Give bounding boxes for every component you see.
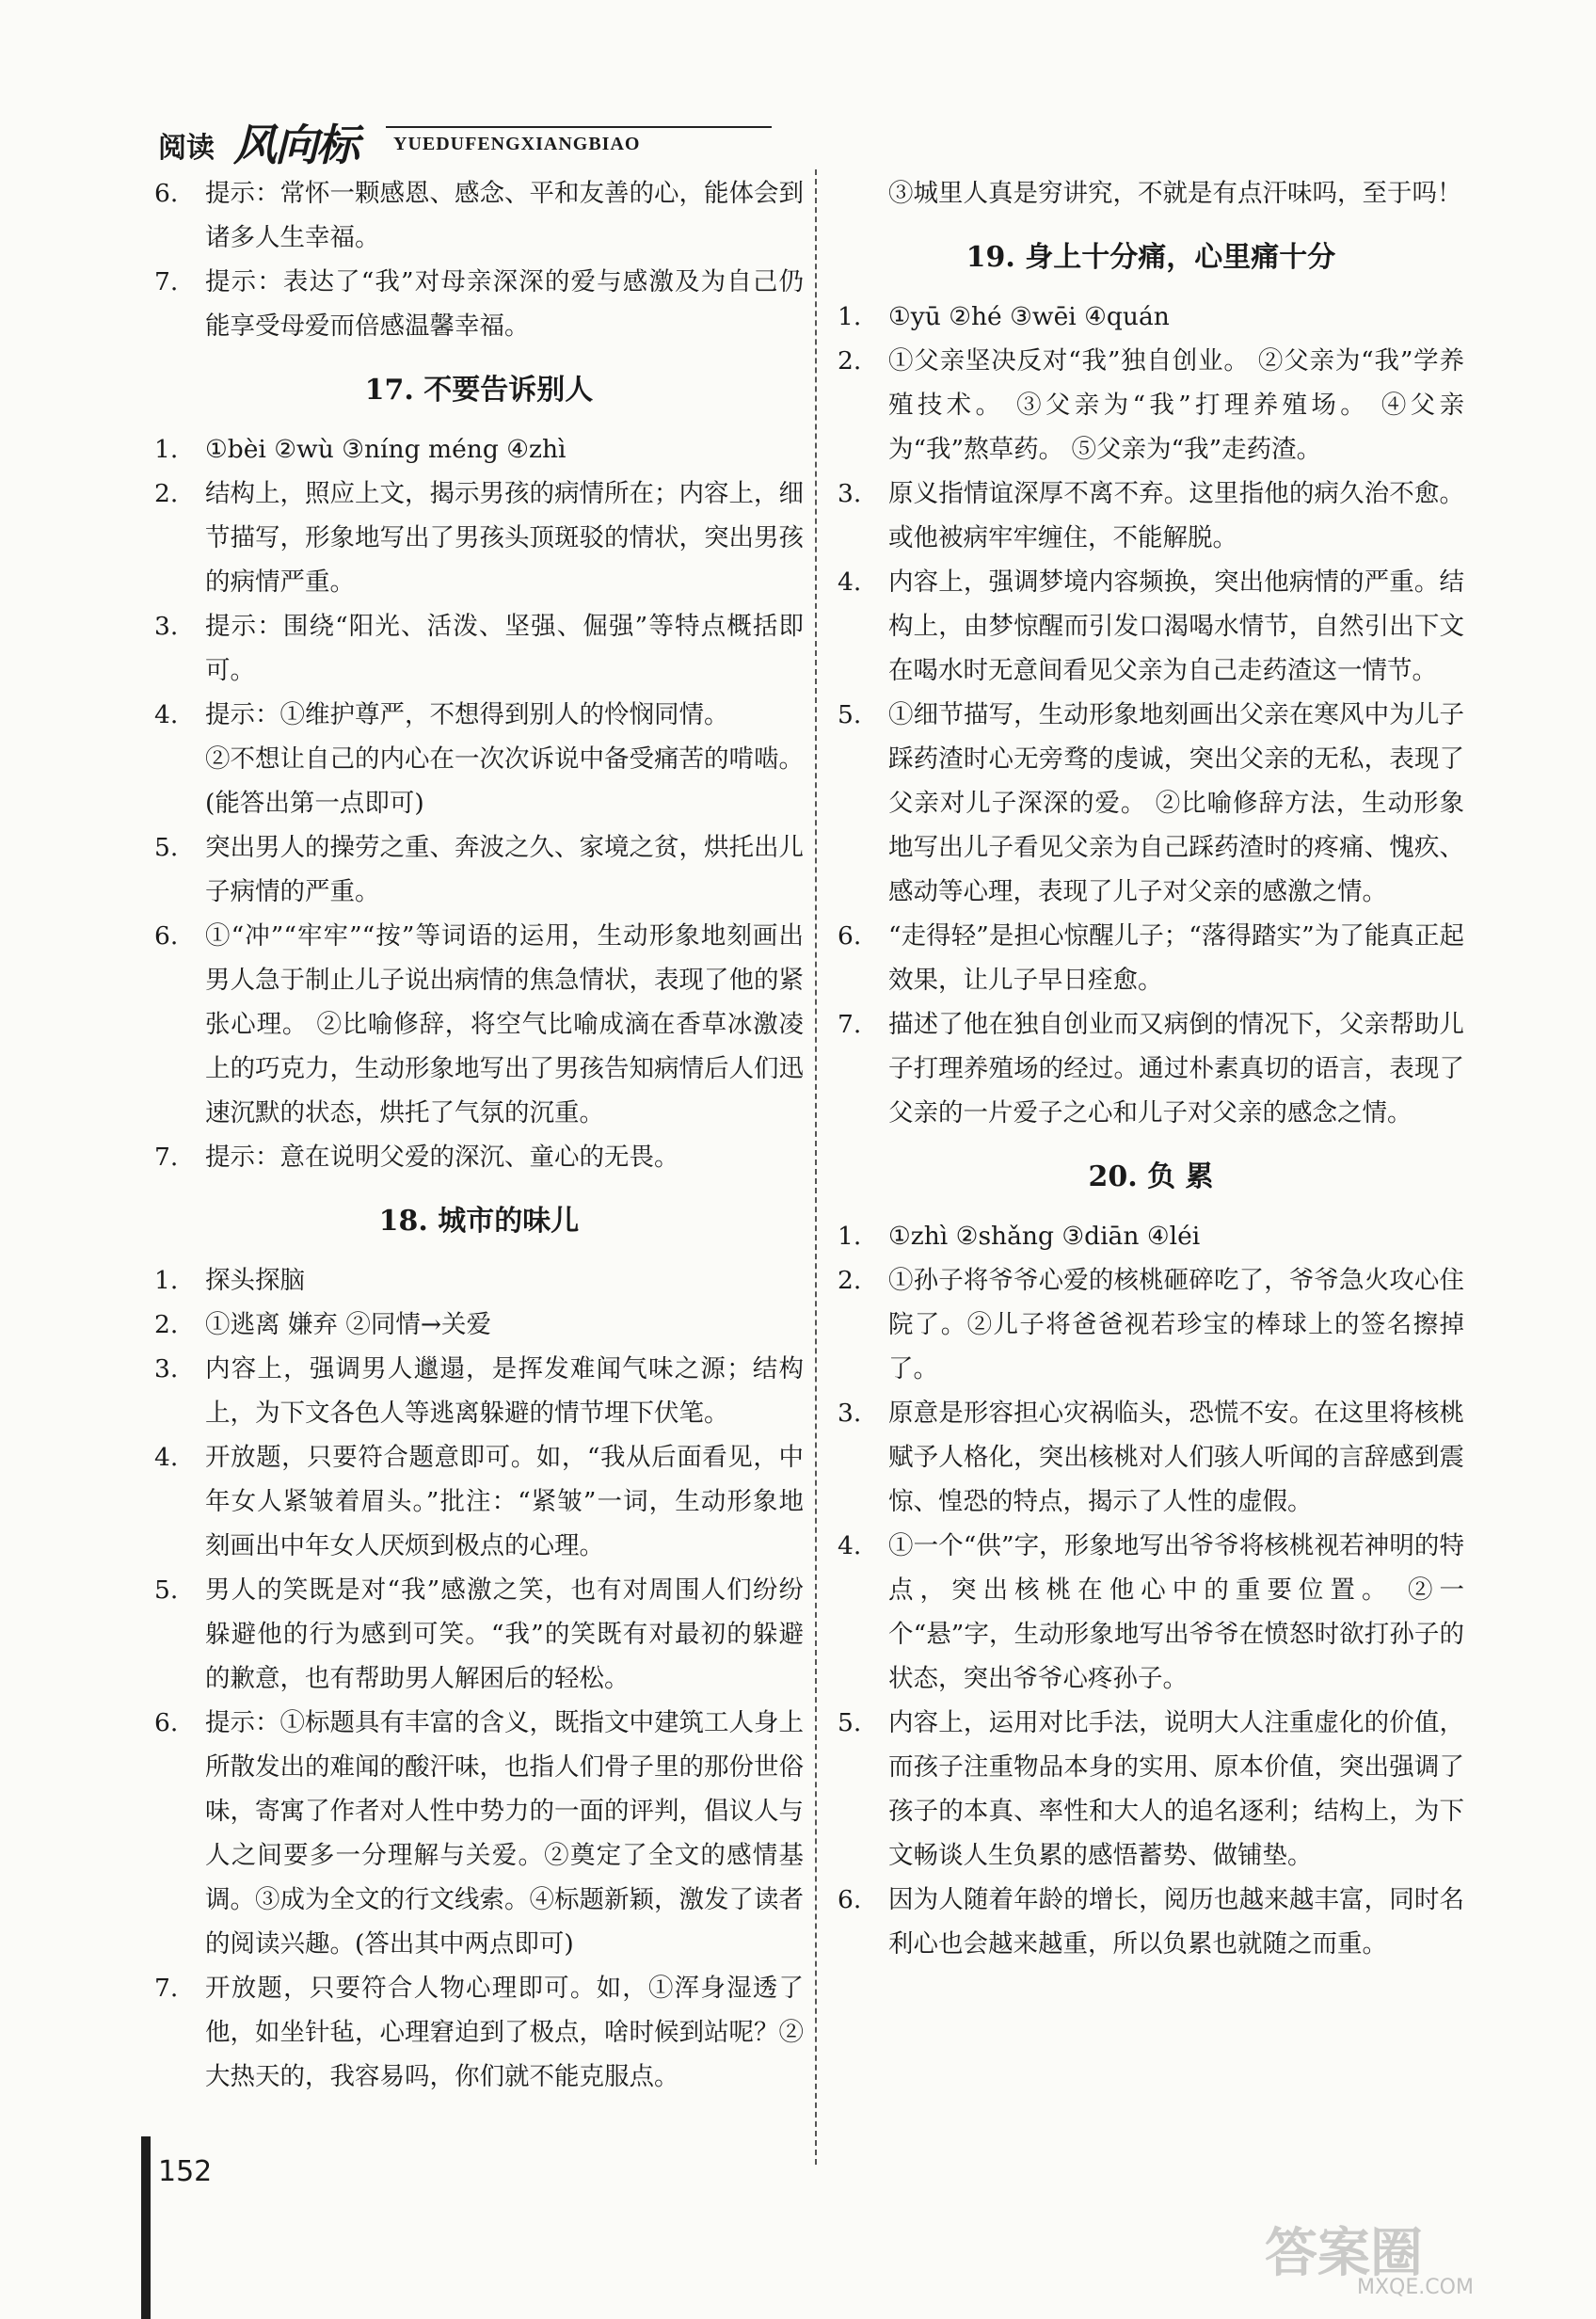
item-text: ①孙子将爷爷心爱的核桃砸碎吃了，爷爷急火攻心住院了。②儿子将爸爸视若珍宝的棒球上的签名擦掉了。: [888, 1266, 1464, 1383]
item-text: 内容上，运用对比手法，说明大人注重虚化的价值，而孩子注重物品本身的实用、原本价值，突出强调了孩子的本真、率性和大人的追名逐利；结构上，为下文畅谈人生负累的感悟蓄势、做铺垫。: [888, 1708, 1464, 1870]
answer-item: [838, 1002, 1464, 1135]
brand-latin: YUEDUFENGXIANGBIAO: [393, 134, 641, 154]
item-text: 探头探脑: [205, 1266, 305, 1295]
item-text: ①父亲坚决反对“我”独自创业。 ②父亲为“我”学养殖技术。 ③父亲为“我”打理养殖场。 ④父亲为“我”熬草药。 ⑤父亲为“我”走药渣。: [888, 346, 1464, 464]
item-number: 6.: [154, 179, 179, 208]
item-text: 提示：①维护尊严，不想得到别人的怜悯同情。: [205, 700, 729, 729]
item-text: 原义指情谊深厚不离不弃。这里指他的病久治不愈。或他被病牢牢缠住，不能解脱。: [888, 479, 1464, 552]
item-number: 2.: [154, 1310, 179, 1339]
answer-item: [154, 1701, 804, 1966]
answer-item: [154, 1135, 804, 1179]
item-number: 6.: [154, 1708, 179, 1737]
column-divider: [815, 169, 817, 2165]
item-number: 6.: [154, 921, 179, 951]
item-number: 7.: [838, 1010, 862, 1039]
answer-item: [838, 1391, 1464, 1524]
watermark-logo: 答案圈: [1265, 2223, 1423, 2284]
item-text: ①“冲”“牢牢”“按”等词语的运用，生动形象地刻画出男人急于制止儿子说出病情的焦急情状，表现了他的紧张心理。 ②比喻修辞，将空气比喻成滴在香草冰激凌上的巧克力，生动形象地写出了男孩告知病情后人们迅速沉默的状态，烘托了气氛的沉重。: [205, 921, 804, 1128]
item-number: 2.: [154, 479, 179, 508]
answer-item: [838, 1701, 1464, 1878]
answer-item: [838, 1524, 1464, 1701]
item-text: “走得轻”是担心惊醒儿子；“落得踏实”为了能真正起效果，让儿子早日痊愈。: [888, 921, 1464, 995]
header-rule: [386, 126, 772, 128]
item-text: 开放题，只要符合人物心理即可。如，①浑身湿透了他，如坐针毡，心理窘迫到了极点，啥时候到站呢？②大热天的，我容易吗，你们就不能克服点。: [205, 1974, 804, 2091]
answer-item: [838, 1214, 1464, 1258]
answer-item: [154, 825, 804, 914]
page-edge-bar: [141, 2136, 151, 2319]
watermark: [1265, 2212, 1547, 2306]
left-column: [154, 171, 804, 2099]
answer-item: [154, 171, 804, 260]
answer-item: [154, 1435, 804, 1568]
section-title: 17. 不要告诉别人: [364, 374, 594, 407]
item-text: 提示：表达了“我”对母亲深深的爱与感激及为自己仍能享受母爱而倍感温馨幸福。: [205, 267, 804, 341]
answer-item: [154, 1258, 804, 1303]
item-number: 3.: [154, 612, 179, 641]
item-number: 4.: [154, 700, 179, 729]
item-number: 3.: [154, 1354, 179, 1383]
item-text: 描述了他在独自创业而又病倒的情况下，父亲帮助儿子打理养殖场的经过。通过朴素真切的语言，表现了父亲的一片爱子之心和儿子对父亲的感念之情。: [888, 1010, 1464, 1128]
item-text: ①bèi ②wù ③níng méng ④zhì: [205, 435, 567, 464]
item-number: 2.: [838, 1266, 862, 1295]
brand-logo: 风向标: [233, 120, 358, 170]
item-number: 5.: [154, 833, 179, 862]
item-number: 1.: [838, 1222, 862, 1251]
item-text: 开放题，只要符合题意即可。如，“我从后面看见，中年女人紧皱着眉头。”批注：“紧皱”一词，生动形象地刻画出中年女人厌烦到极点的心理。: [205, 1443, 804, 1560]
item-number: 4.: [838, 568, 862, 597]
item-number: 3.: [838, 1399, 862, 1428]
item-number: 5.: [154, 1575, 179, 1605]
item-number: 7.: [154, 267, 179, 296]
section-title: 20. 负 累: [1088, 1160, 1214, 1193]
item-text: ①zhì ②shǎng ③diān ④léi: [888, 1222, 1201, 1251]
item-number: 7.: [154, 1974, 179, 2003]
item-text: 提示：①标题具有丰富的含义，既指文中建筑工人身上所散发出的难闻的酸汗味，也指人们骨子里的那份世俗味，寄寓了作者对人性中势力的一面的评判，倡议人与人之间要多一分理解与关爱。②奠定了全文的感情基调。③成为全文的行文线索。④标题新颖，激发了读者的阅读兴趣。(答出其中两点即可): [205, 1708, 804, 1959]
item-text: 提示：常怀一颗感恩、感念、平和友善的心，能体会到诸多人生幸福。: [205, 179, 804, 252]
item-text: 男人的笑既是对“我”感激之笑，也有对周围人们纷纷躲避他的行为感到可笑。“我”的笑既有对最初的躲避的歉意，也有帮助男人解困后的轻松。: [205, 1575, 804, 1693]
answer-item: [838, 693, 1464, 914]
answer-item: [838, 1258, 1464, 1391]
page-number: 152: [158, 2155, 213, 2188]
answer-item: [154, 1303, 804, 1347]
item-text: ①逃离 嫌弃 ②同情→关爱: [205, 1310, 492, 1339]
item-number: 7.: [154, 1143, 179, 1172]
item-text: 结构上，照应上文，揭示男孩的病情所在；内容上，细节描写，形象地写出了男孩头顶斑驳的情状，突出男孩的病情严重。: [205, 479, 804, 597]
item-number: 1.: [838, 302, 862, 331]
item-text: 因为人随着年龄的增长，阅历也越来越丰富，同时名利心也会越来越重，所以负累也就随之而重。: [888, 1885, 1464, 1959]
item-text: ①yū ②hé ③wēi ④quán: [888, 302, 1170, 331]
item-number: 1.: [154, 435, 179, 464]
item-continuation: ③城里人真是穷讲究，不就是有点汗味吗，至于吗！: [888, 179, 1462, 208]
answer-item: [154, 1568, 804, 1701]
item-continuation: ②不想让自己的内心在一次次诉说中备受痛苦的啃啮。(能答出第一点即可): [205, 744, 804, 818]
right-column: [838, 171, 1464, 1966]
section-title: 18. 城市的味儿: [378, 1205, 580, 1238]
section-title: 19. 身上十分痛，心里痛十分: [966, 241, 1336, 274]
answer-item: [838, 472, 1464, 560]
brand-small: 阅读: [158, 132, 215, 165]
item-text: 内容上，强调男人邋遢，是挥发难闻气味之源；结构上，为下文各色人等逃离躲避的情节埋下伏笔。: [205, 1354, 804, 1428]
item-text: 提示：围绕“阳光、活泼、坚强、倔强”等特点概括即可。: [205, 612, 804, 685]
item-text: 提示：意在说明父爱的深沉、童心的无畏。: [205, 1143, 679, 1172]
answer-item: [154, 260, 804, 348]
answer-item: [154, 1347, 804, 1435]
answer-item: [838, 560, 1464, 693]
item-number: 5.: [838, 700, 862, 729]
item-text: ①细节描写，生动形象地刻画出父亲在寒风中为儿子踩药渣时心无旁骛的虔诚，突出父亲的无私，表现了父亲对儿子深深的爱。 ②比喻修辞方法，生动形象地写出儿子看见父亲为自己踩药渣时的疼痛、愧疚、感动等心理，表现了儿子对父亲的感激之情。: [888, 700, 1464, 906]
item-number: 6.: [838, 921, 862, 951]
answer-item: [838, 1878, 1464, 1966]
item-text: ①一个“供”字，形象地写出爷爷将核桃视若神明的特点，突出核桃在他心中的重要位置。 ②一个“悬”字，生动形象地写出爷爷在愤怒时欲打孙子的状态，突出爷爷心疼孙子。: [888, 1531, 1464, 1693]
answer-item: [154, 427, 804, 472]
item-number: 5.: [838, 1708, 862, 1737]
item-number: 4.: [154, 1443, 179, 1472]
item-number: 3.: [838, 479, 862, 508]
answer-item: [154, 604, 804, 693]
item-number: 2.: [838, 346, 862, 376]
item-text: 内容上，强调梦境内容频换，突出他病情的严重。结构上，由梦惊醒而引发口渴喝水情节，自然引出下文在喝水时无意间看见父亲为自己走药渣这一情节。: [888, 568, 1464, 685]
item-number: 4.: [838, 1531, 862, 1560]
item-text: 原意是形容担心灾祸临头，恐慌不安。在这里将核桃赋予人格化，突出核桃对人们骇人听闻的言辞感到震惊、惶恐的特点，揭示了人性的虚假。: [888, 1399, 1464, 1516]
answer-item: [154, 693, 804, 737]
answer-item: [154, 914, 804, 1135]
answer-item: [838, 914, 1464, 1002]
item-number: 1.: [154, 1266, 179, 1295]
page-header: [151, 105, 772, 170]
item-number: 6.: [838, 1885, 862, 1914]
answer-item: [154, 1966, 804, 2099]
watermark-url: MXQE.COM: [1357, 2276, 1474, 2299]
answer-item: [154, 472, 804, 604]
answer-item: [838, 339, 1464, 472]
item-text: 突出男人的操劳之重、奔波之久、家境之贫，烘托出儿子病情的严重。: [205, 833, 804, 906]
answer-item: [838, 295, 1464, 339]
